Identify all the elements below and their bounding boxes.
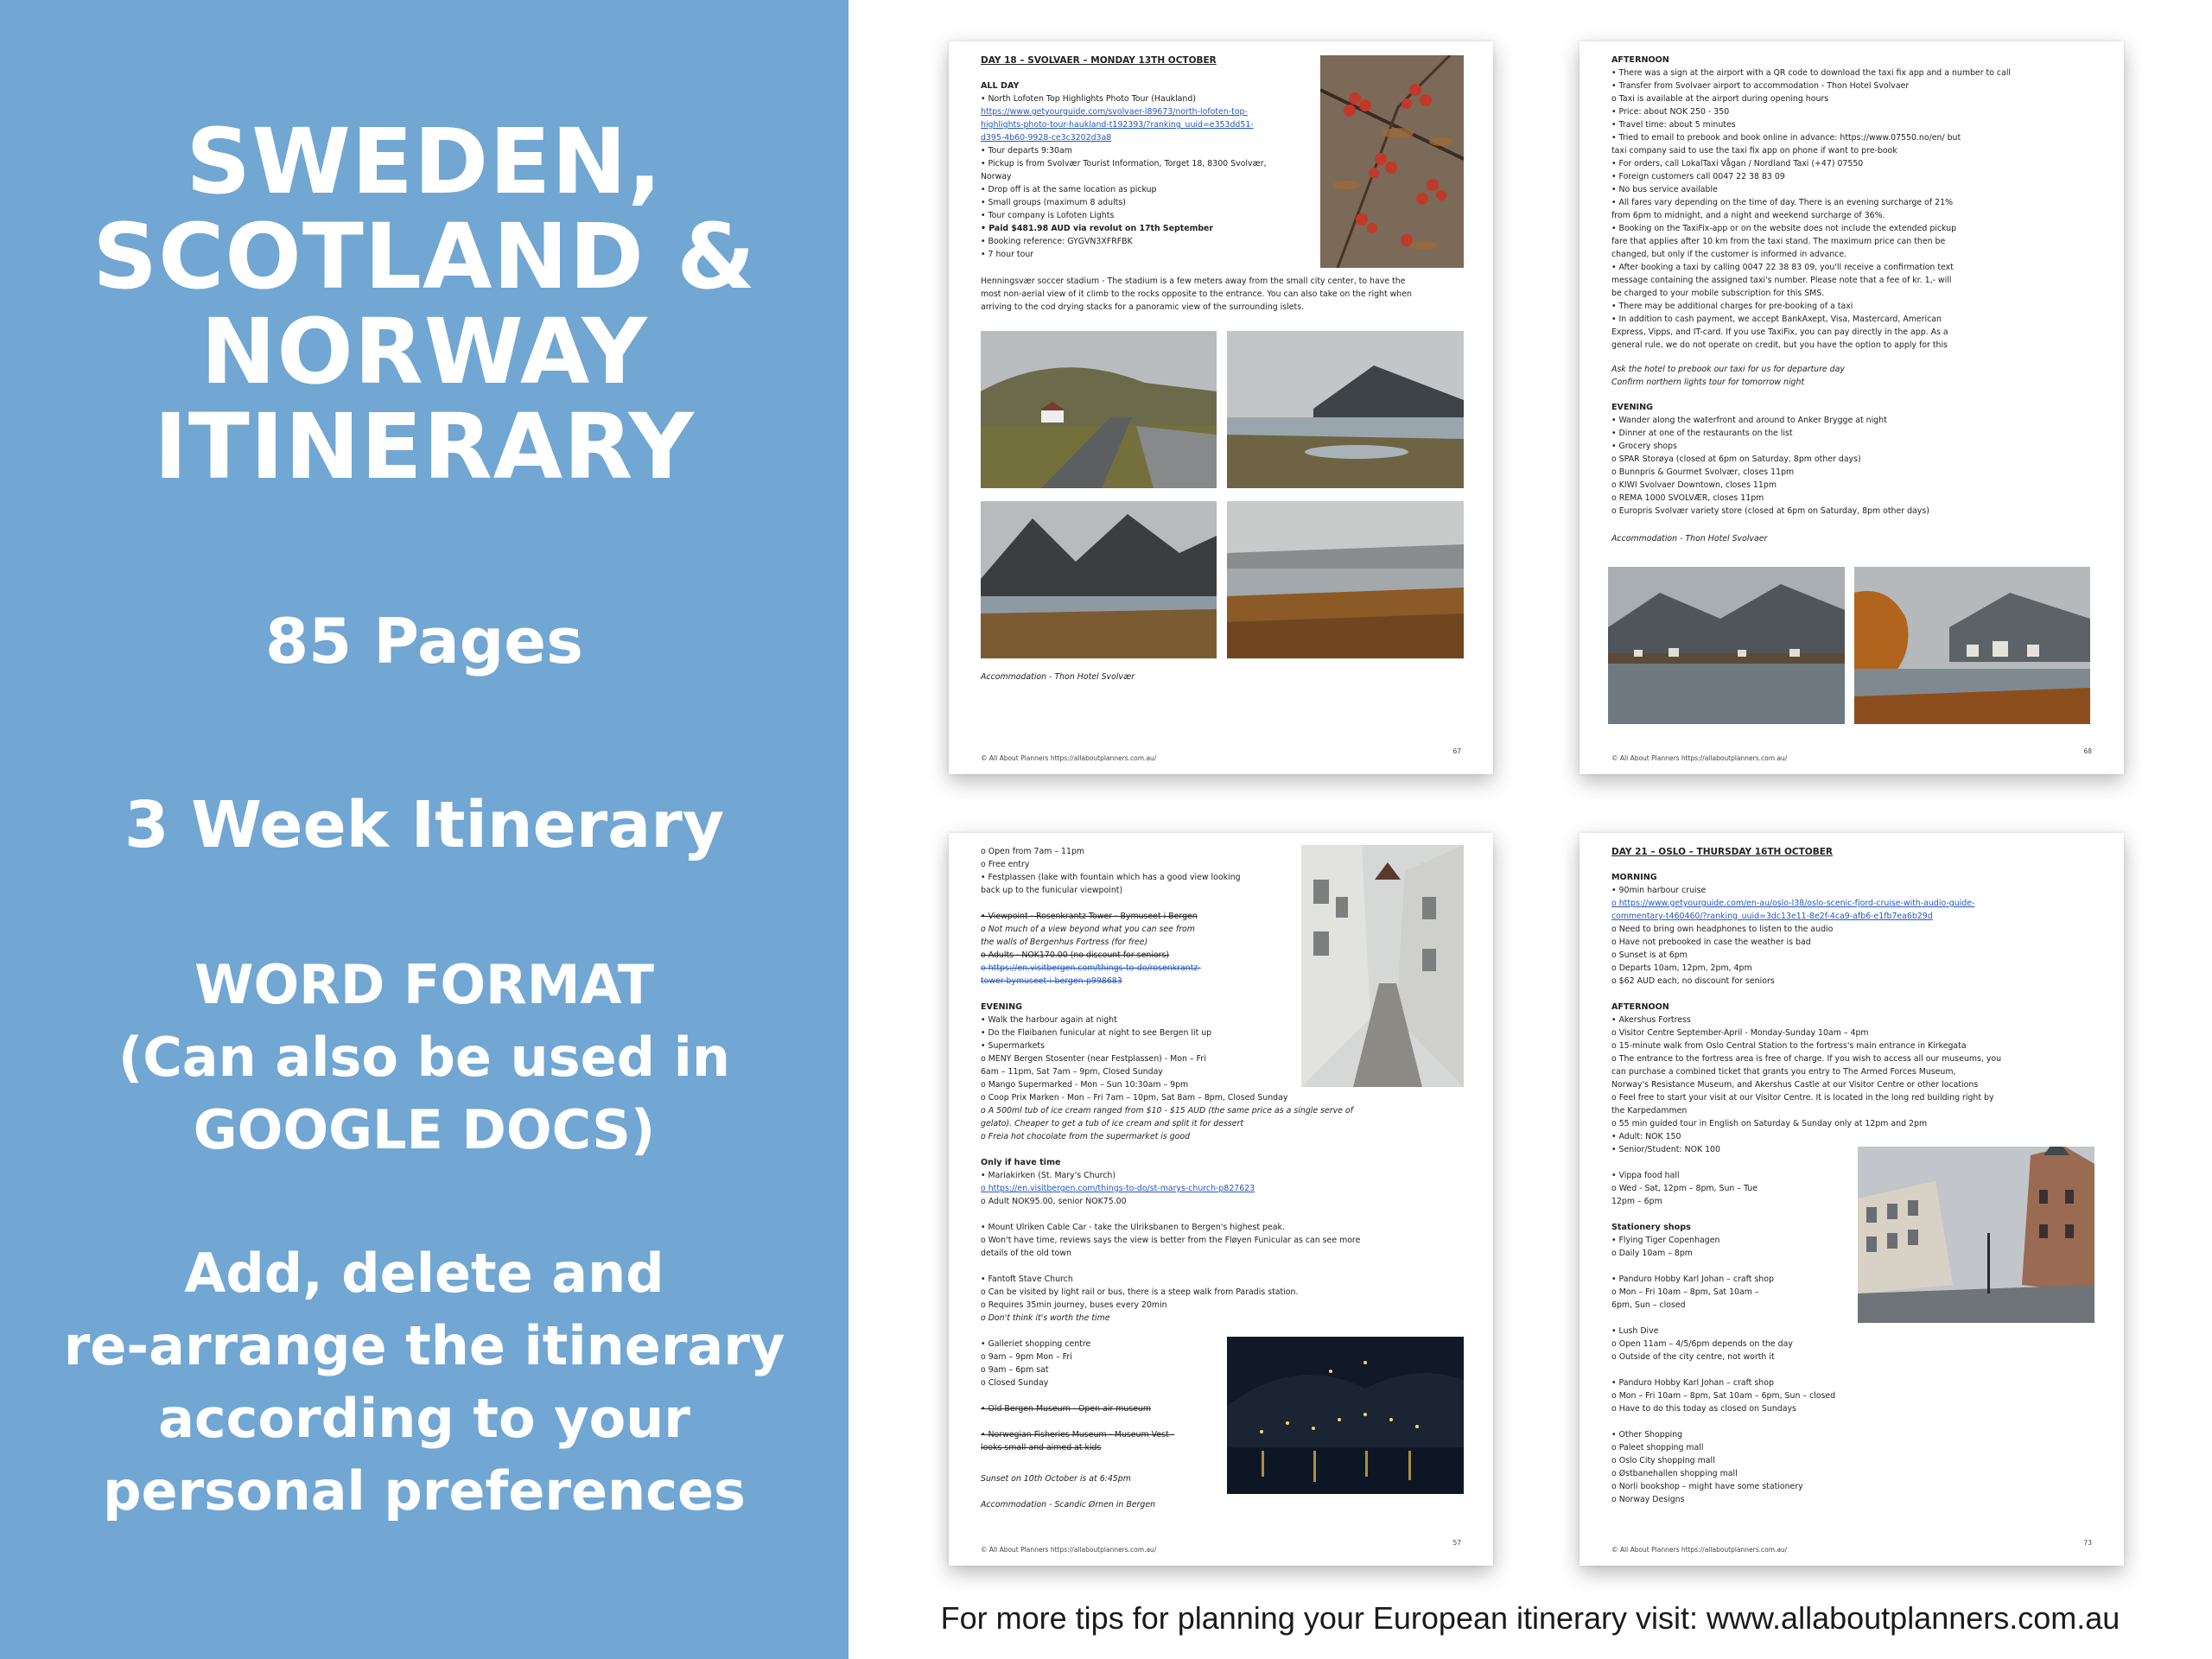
text-line: EVENING — [1611, 403, 1654, 412]
duration-label: 3 Week Itinerary — [124, 788, 724, 862]
text-line: o MENY Bergen Stosenter (near Festplassen) - Mon – Fri — [981, 1054, 1206, 1064]
text-line: • Travel time: about 5 minutes — [1611, 120, 1736, 130]
text-line: o Adults - NOK170.00 (no discount for seniors) — [981, 950, 1170, 960]
text-line: taxi company said to use the taxi fix app on phone if want to pre-book — [1611, 146, 1897, 156]
text-line: • Pickup is from Svolvær Tourist Information, Torget 18, 8300 Svolvær, — [981, 159, 1267, 168]
customize-line: personal preferences — [103, 1459, 746, 1522]
text-line: o Free entry — [981, 860, 1030, 869]
text-line: can purchase a combined ticket that grants you entry to The Armed Forces Museum, — [1611, 1067, 1956, 1077]
text-line: • Tour departs 9:30am — [981, 146, 1072, 156]
text-line: • Booking on the TaxiFix-app or on the website does not include the extended pickup — [1611, 224, 1957, 233]
preview-page-afternoon — [1580, 41, 2124, 774]
text-line: the Karpedammen — [1611, 1106, 1688, 1116]
text-line: o Mon – Fri 10am – 8pm, Sat 10am – 6pm, Sun – closed — [1611, 1391, 1836, 1401]
text-line: • Galleriet shopping centre — [981, 1339, 1091, 1349]
text-line[interactable]: tower-bymuseet-i-bergen-p998683 — [981, 976, 1122, 986]
text-line: • After booking a taxi by calling 0047 22 38 83 09, you'll receive a confirmation text — [1611, 263, 1954, 272]
text-line: • Price: about NOK 250 - 350 — [1611, 107, 1730, 117]
text-line: • For orders, call LokalTaxi Vågan / Nordland Taxi (+47) 07550 — [1611, 159, 1864, 168]
text-line: • Tour company is Lofoten Lights — [981, 211, 1115, 220]
text-line: message containing the assigned taxi's number. Please note that a fee of kr. 1,- will — [1611, 276, 1952, 285]
text-line: o Europris Svolvær variety store (closed at 6pm on Saturday, 8pm other days) — [1611, 506, 1929, 516]
text-line: Henningsvær soccer stadium - The stadium is a few meters away from the small city center, to have the — [981, 276, 1406, 286]
bergen-night-photo — [1227, 1337, 1464, 1494]
text-line: o 15-minute walk from Oslo Central Station to the fortress's main entrance in Kirkegata — [1611, 1041, 1967, 1051]
text-line: o Need to bring own headphones to listen to the audio — [1611, 925, 1834, 934]
title-line: ITINERARY — [154, 394, 695, 499]
text-line: o Taxi is available at the airport during opening hours — [1611, 94, 1829, 104]
mountain-lake-photo — [981, 501, 1217, 658]
customize-line: according to your — [158, 1387, 690, 1450]
title-line: SWEDEN, — [186, 109, 663, 214]
text-line: o Sunset is at 6pm — [1611, 950, 1688, 960]
customize-line: re-arrange the itinerary — [63, 1314, 785, 1377]
text-line: o Departs 10am, 12pm, 2pm, 4pm — [1611, 963, 1752, 973]
page-number: 68 — [2083, 747, 2092, 755]
text-line: o Wed - Sat, 12pm – 8pm, Sun – Tue — [1611, 1184, 1758, 1193]
title-line: SCOTLAND & — [92, 204, 756, 309]
text-line: o Feel free to start your visit at our Visitor Centre. It is located in the long red building right by — [1611, 1093, 1994, 1103]
text-line: • All fares vary depending on the time of day. There is an evening surcharge of 21% — [1611, 198, 1954, 207]
text-line: • Foreign customers call 0047 22 38 83 09 — [1611, 172, 1785, 181]
text-line: o 9am – 6pm sat — [981, 1365, 1049, 1375]
text-line: be charged to your mobile subscription for this SMS. — [1611, 289, 1825, 298]
text-line: o The entrance to the fortress area is free of charge. If you wish to access all our museums, you — [1611, 1054, 2002, 1064]
text-line: EVENING — [981, 1002, 1023, 1012]
text-line: Norway — [981, 172, 1012, 181]
format-note — [0, 949, 849, 1166]
text-line: • Lush Dive — [1611, 1326, 1659, 1336]
website-caption: For more tips for planning your European itinerary visit: www.allaboutplanners.com.au — [940, 1600, 2120, 1636]
text-line: o Freia hot chocolate from the supermarket is good — [981, 1132, 1191, 1141]
text-line: o Norli bookshop – might have some stationery — [1611, 1482, 1803, 1491]
text-line: Sunset on 10th October is at 6:45pm — [981, 1474, 1131, 1484]
text-line: looks small and aimed at kids — [981, 1443, 1102, 1452]
text-line: o Paleet shopping mall — [1611, 1443, 1704, 1452]
text-line: o 55 min guided tour in English on Saturday & Sunday only at 12pm and 2pm — [1611, 1119, 1928, 1128]
text-line: changed, but only if the customer is informed in advance. — [1611, 250, 1847, 259]
text-line: o Not much of a view beyond what you can see from — [981, 925, 1195, 934]
text-line: • No bus service available — [1611, 185, 1718, 194]
page-number: 73 — [2083, 1539, 2092, 1547]
text-line: • Small groups (maximum 8 adults) — [981, 198, 1126, 207]
page-count: 85 Pages — [265, 605, 583, 677]
text-line: Norway's Resistance Museum, and Akershus Castle at our Visitor Centre or other locations — [1611, 1080, 1979, 1090]
text-line: back up to the funicular viewpoint) — [981, 886, 1123, 895]
text-line: o A 500ml tub of ice cream ranged from $10 - $15 AUD (the same price as a single serve of — [981, 1106, 1353, 1116]
text-line: • Akershus Fortress — [1611, 1015, 1691, 1025]
text-line: o Don't think it's worth the time — [981, 1313, 1110, 1323]
berries-photo — [1320, 55, 1464, 268]
text-line: • There was a sign at the airport with a QR code to download the taxi fix app and a number to call — [1611, 68, 2012, 78]
text-line: arriving to the cod drying stacks for a panoramic view of the surrounding islets. — [981, 302, 1305, 312]
text-line: • Tried to email to prebook and book online in advance: https://www.07550.no/en/ but — [1611, 133, 1961, 143]
text-line: o SPAR Storøya (closed at 6pm on Saturday, 8pm other days) — [1611, 454, 1861, 464]
text-line: from 6pm to midnight, and a night and weekend surcharge of 36%. — [1611, 211, 1885, 220]
text-line: ALL DAY — [981, 81, 1020, 91]
preview-page-day18 — [949, 41, 1493, 774]
text-line: o Bunnpris & Gourmet Svolvær, closes 11pm — [1611, 467, 1795, 477]
text-line: o Closed Sunday — [981, 1378, 1049, 1388]
bergen-alley-photo — [1301, 845, 1464, 1087]
text-line: • In addition to cash payment, we accept BankAxept, Visa, Mastercard, American — [1611, 315, 1942, 324]
text-line: o Open 11am – 4/5/6pm depends on the day — [1611, 1339, 1793, 1349]
text-line: • Old Bergen Museum - Open air museum — [981, 1404, 1152, 1414]
text-line: Ask the hotel to prebook our taxi for us for departure day — [1611, 365, 1845, 374]
text-line: • 7 hour tour — [981, 250, 1034, 259]
accommodation-note: Accommodation - Scandic Ørnen in Bergen — [981, 1500, 1156, 1510]
text-line: • Walk the harbour again at night — [981, 1015, 1117, 1025]
text-line: o Coop Prix Marken - Mon – Fri 7am – 10pm, Sat 8am – 8pm, Closed Sunday — [981, 1093, 1288, 1103]
format-line: WORD FORMAT — [194, 953, 654, 1016]
text-line: gelato). Cheaper to get a tub of ice cream and split it for dessert — [981, 1119, 1244, 1128]
text-line: o Mango Supermarked - Mon – Sun 10:30am – 9pm — [981, 1080, 1189, 1090]
text-line: • Panduro Hobby Karl Johan – craft shop — [1611, 1274, 1774, 1284]
text-line: Stationery shops — [1611, 1223, 1691, 1232]
day-heading: DAY 18 – SVOLVAER – MONDAY 13TH OCTOBER — [981, 55, 1217, 66]
text-line: o Have not prebooked in case the weather is bad — [1611, 938, 1811, 947]
accommodation-note: Accommodation - Thon Hotel Svolvær — [981, 672, 1135, 682]
text-line: • Do the Fløibanen funicular at night to see Bergen lit up — [981, 1028, 1212, 1038]
preview-page-day21 — [1580, 833, 2124, 1566]
text-line: • Other Shopping — [1611, 1430, 1683, 1440]
road-church-photo — [981, 331, 1217, 488]
text-line: 6pm, Sun – closed — [1611, 1300, 1686, 1310]
text-line: • Festplassen (lake with fountain which has a good view looking — [981, 873, 1241, 882]
text-line[interactable]: https://www.getyourguide.com/svolvaer-l89673/north-lofoten-top- — [981, 107, 1248, 117]
text-line: o $62 AUD each, no discount for seniors — [1611, 976, 1775, 986]
text-line: • 90min harbour cruise — [1611, 886, 1707, 895]
title-line: NORWAY — [200, 299, 648, 404]
text-line: • Norwegian Fisheries Museum - Museum Vest - — [981, 1430, 1174, 1440]
format-line: (Can also be used in — [118, 1026, 731, 1089]
accommodation-note: Accommodation - Thon Hotel Svolvaer — [1611, 534, 1768, 543]
page-footer: © All About Planners https://allaboutplanners.com.au/ — [981, 754, 1157, 762]
itinerary-title — [0, 109, 849, 499]
page-number: 67 — [1452, 747, 1461, 755]
text-line: • Adult: NOK 150 — [1611, 1132, 1681, 1141]
oslo-street-photo — [1858, 1147, 2094, 1323]
preview-page-bergen — [949, 833, 1493, 1566]
text-line: • Paid $481.98 AUD via revolut on 17th September — [981, 224, 1214, 233]
text-line[interactable]: o https://en.visitbergen.com/things-to-do/st-marys-church-p827623 — [981, 1184, 1255, 1193]
text-line: • Wander along the waterfront and around to Anker Brygge at night — [1611, 416, 1887, 425]
text-line: o Oslo City shopping mall — [1611, 1456, 1715, 1465]
text-line[interactable]: commentary-t460460/?ranking_uuid=3dc13e11-8e2f-4ca9-afb6-e1fb7ea6b29d — [1611, 912, 1933, 921]
text-line: 12pm – 6pm — [1611, 1197, 1662, 1206]
text-line: • Booking reference: GYGVN3XFRFBK — [981, 237, 1133, 246]
text-line: 6am – 11pm, Sat 7am – 9pm, Closed Sunday — [981, 1067, 1163, 1077]
text-line: • Dinner at one of the restaurants on the list — [1611, 429, 1793, 438]
text-line: o Outside of the city centre, not worth it — [1611, 1352, 1775, 1362]
text-line: AFTERNOON — [1611, 1002, 1669, 1012]
autumn-town-photo — [1854, 567, 2090, 724]
text-line: • Transfer from Svolvaer airport to accommodation - Thon Hotel Svolvaer — [1611, 81, 1910, 91]
customize-note — [0, 1237, 849, 1528]
promo-panel — [0, 0, 849, 1659]
text-line: • Grocery shops — [1611, 442, 1677, 451]
text-line: o Won't have time, reviews says the view is better from the Fløyen Funicular as can see more — [981, 1236, 1361, 1245]
text-line: most non-aerial view of it climb to the rocks opposite to the entrance. You can also take on the right when — [981, 289, 1412, 299]
text-line: o Norway Designs — [1611, 1495, 1685, 1504]
day-heading: DAY 21 – OSLO – THURSDAY 16TH OCTOBER — [1611, 847, 1833, 857]
format-line: GOOGLE DOCS) — [193, 1098, 656, 1161]
text-line: • North Lofoten Top Highlights Photo Tour (Haukland) — [981, 94, 1196, 104]
text-line: o Requires 35min journey, buses every 20min — [981, 1300, 1167, 1310]
text-line: o Adult NOK95.00, senior NOK75.00 — [981, 1197, 1127, 1206]
text-line: o Can be visited by light rail or bus, there is a steep walk from Paradis station. — [981, 1287, 1299, 1297]
text-line: o Mon – Fri 10am – 8pm, Sat 10am – — [1611, 1287, 1759, 1297]
text-line: • Supermarkets — [981, 1041, 1045, 1051]
text-line[interactable]: o https://en.visitbergen.com/things-to-do/rosenkrantz- — [981, 963, 1201, 973]
text-line: Only if have time — [981, 1158, 1061, 1167]
text-line: general rule, we do not operate on credit, but you have the option to apply for this — [1611, 340, 1948, 350]
page-footer: © All About Planners https://allaboutplanners.com.au/ — [1611, 754, 1788, 762]
text-line: • Panduro Hobby Karl Johan – craft shop — [1611, 1378, 1774, 1388]
customize-line: Add, delete and — [184, 1242, 664, 1305]
page-footer: © All About Planners https://allaboutplanners.com.au/ — [1611, 1546, 1788, 1554]
text-line: • Fantoft Stave Church — [981, 1274, 1073, 1284]
harbour-village-photo — [1608, 567, 1845, 724]
text-line: fare that applies after 10 km from the taxi stand. The maximum price can then be — [1611, 237, 1946, 246]
text-line: o Open from 7am – 11pm — [981, 847, 1085, 856]
text-line: o KIWI Svolvaer Downtown, closes 11pm — [1611, 480, 1777, 490]
text-line: MORNING — [1611, 873, 1657, 882]
text-line[interactable]: highlights-photo-tour-haukland-t192393/?ranking_uuid=e353dd51- — [981, 120, 1254, 130]
text-line: • Mariakirken (St. Mary's Church) — [981, 1171, 1116, 1180]
page-number: 57 — [1452, 1539, 1461, 1547]
text-line: the walls of Bergenhus Fortress (for free) — [981, 938, 1148, 947]
text-line: • Senior/Student: NOK 100 — [1611, 1145, 1720, 1154]
text-line: • Viewpoint - Rosenkrantz Tower - Bymuseet i Bergen — [981, 912, 1198, 921]
text-line: • Flying Tiger Copenhagen — [1611, 1236, 1720, 1245]
text-line: Confirm northern lights tour for tomorrow night — [1611, 378, 1805, 387]
coast-photo — [1227, 331, 1464, 488]
text-line: • There may be additional charges for pre-booking of a taxi — [1611, 302, 1853, 311]
text-line: • Mount Ulriken Cable Car - take the Ulriksbanen to Bergen's highest peak. — [981, 1223, 1285, 1232]
autumn-shore-photo — [1227, 501, 1464, 658]
text-line: • Drop off is at the same location as pickup — [981, 185, 1157, 194]
text-line: o REMA 1000 SVOLVÆR, closes 11pm — [1611, 493, 1764, 503]
text-line: • Vippa food hall — [1611, 1171, 1680, 1180]
text-line: o Daily 10am – 8pm — [1611, 1249, 1693, 1258]
text-line: Express, Vipps, and IT-card. If you use TaxiFix, you can pay directly in the app. As a — [1611, 327, 1948, 337]
text-line: o 9am – 9pm Mon – Fri — [981, 1352, 1072, 1362]
text-line: o Visitor Centre September-April - Monday-Sunday 10am – 4pm — [1611, 1028, 1869, 1038]
text-line: o Have to do this today as closed on Sundays — [1611, 1404, 1796, 1414]
text-line: o Østbanehallen shopping mall — [1611, 1469, 1738, 1478]
page-footer: © All About Planners https://allaboutplanners.com.au/ — [981, 1546, 1157, 1554]
text-line: details of the old town — [981, 1249, 1071, 1258]
text-line[interactable]: d395-4b60-9928-ce3c3202d3a8 — [981, 133, 1112, 143]
text-line: AFTERNOON — [1611, 55, 1669, 65]
text-line[interactable]: o https://www.getyourguide.com/en-au/oslo-l38/oslo-scenic-fjord-cruise-with-audio-guide- — [1611, 899, 1975, 908]
